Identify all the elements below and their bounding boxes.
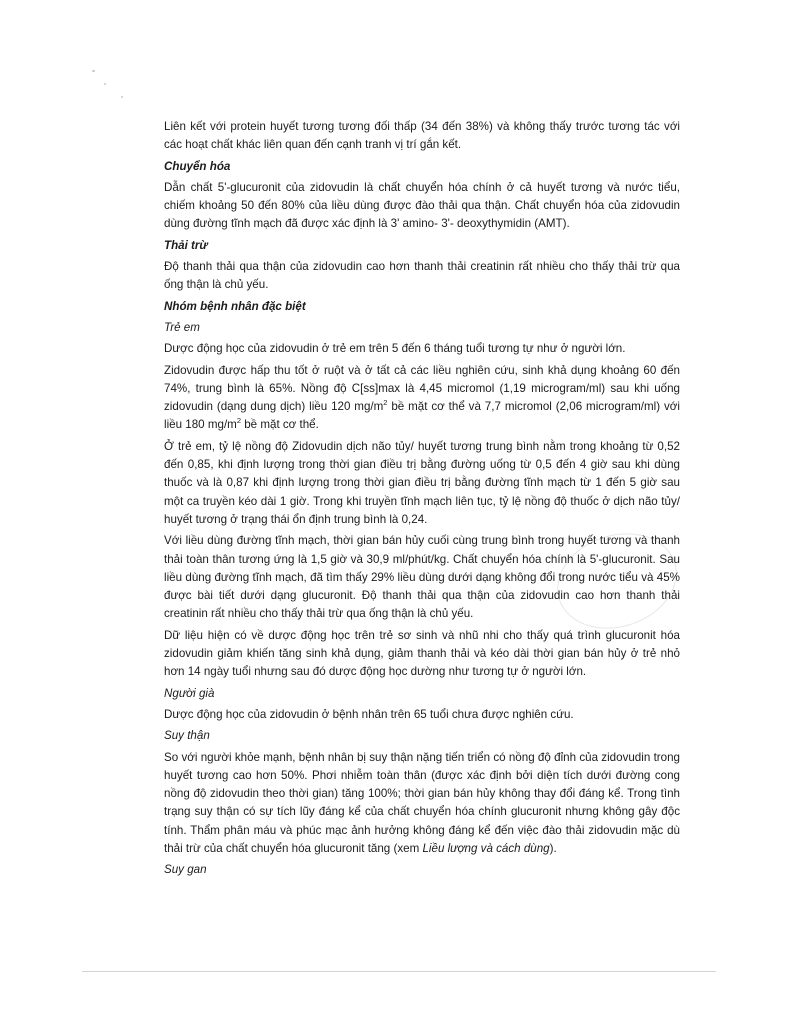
subheading-children: Trẻ em <box>164 320 200 334</box>
renal-text-2: ). <box>549 841 557 855</box>
children-paragraph-3: Ở trẻ em, tỷ lệ nồng độ Zidovudin dịch não tủy/ huyết tương trung bình nằm trong khoảng từ 0,52 đến 0,85, khi định lượng trong thời gian điều trị bằng đường uống từ 0,5 đến 4 giờ sau khi dùng thuốc và là 0,87 khi định lượng trong thời gian điều trị bằng đường tĩnh mạch từ 1 đến 5 giờ sau một ca truyền kéo dài 1 giờ. Trong khi truyền tĩnh mạch liên tục, tỷ lệ nồng độ thuốc ở dịch não tủy/ huyết tương ở trạng thái ổn định trung bình là 0,24. <box>164 439 680 526</box>
subheading-hepatic: Suy gan <box>164 863 207 877</box>
children-paragraph-4: Với liều dùng đường tĩnh mạch, thời gian bán hủy cuối cùng trung bình trong huyết tương và thanh thải toàn thân tương ứng là 1,5 giờ và 30,9 ml/phút/kg. Chất chuyển hóa chính là 5'-glucuronit. Sau liều dùng đường tĩnh mạch, đã tìm thấy 29% liều dùng dưới dạng không đổi trong nước tiểu và 45% được bài tiết dưới dạng glucuronit. Độ thanh thải qua thận của zidovudin cao hơn thanh thải creatinin rất nhiều cho thấy thải trừ qua ống thận là chủ yếu. <box>164 534 680 621</box>
scan-speck <box>104 83 106 85</box>
superscript: 2 <box>383 398 388 408</box>
renal-text-1: So với người khỏe mạnh, bệnh nhân bị suy thận nặng tiến triển có nồng độ đỉnh của zidovudin trong huyết tương cao hơn 50%. Phơi nhiễm toàn thân (được xác định bởi diện tích dưới đường cong nồng độ zidovudin theo thời gian) tăng 100%; thời gian bán hủy không thay đổi đáng kể. Trong tình trạng suy thận có sự tích lũy đáng kể của chất chuyển hóa chính glucuronit nhưng không gây độc tính. Thẩm phân máu và phúc mạc ảnh hưởng không đáng kể đến việc đào thải zidovudin mặc dù thải trừ của chất chuyển hóa glucuronit tăng (xem <box>164 750 680 855</box>
elderly-paragraph: Dược động học của zidovudin ở bệnh nhân trên 65 tuổi chưa được nghiên cứu. <box>164 707 574 721</box>
scan-speck <box>92 70 95 72</box>
section-heading-metabolism: Chuyển hóa <box>164 159 231 173</box>
children-paragraph-2 <box>164 362 680 435</box>
document-body <box>164 118 680 883</box>
children-paragraph-5: Dữ liệu hiện có về dược động học trên trẻ sơ sinh và nhũ nhi cho thấy quá trình glucuronit hóa zidovudin giảm khiến tăng sinh khả dụng, giảm thanh thải và kéo dài thời gian bán hủy ở trẻ nhỏ hơn 14 ngày tuổi nhưng sau đó dược động học dường như tương tự ở người lớn. <box>164 628 680 679</box>
metabolism-paragraph: Dẫn chất 5'-glucuronit của zidovudin là chất chuyển hóa chính ở cả huyết tương và nước tiểu, chiếm khoảng 50 đến 80% của liều dùng được đào thải qua thận. Chất chuyển hóa của zidovudin dùng đường tĩnh mạch đã được xác định là 3' amino- 3'- deoxythymidin (AMT). <box>164 180 680 231</box>
intro-paragraph: Liên kết với protein huyết tương tương đối thấp (34 đến 38%) và không thấy trước tương tác với các hoạt chất khác liên quan đến cạnh tranh vị trí gắn kết. <box>164 120 680 152</box>
children-p2-text-3: bề mặt cơ thể. <box>241 418 319 432</box>
children-p2-text-1: Zidovudin được hấp thu tốt ở ruột và ở tất cả các liều nghiên cứu, sinh khả dụng khoảng 60 đến 74%, trung bình là 65%. Nồng độ C[ss]max là 4,45 micromol (1,19 microgram/ml) sau khi uống zidovudin (dạng dung dịch) liều 120 mg/m <box>164 363 680 414</box>
renal-paragraph <box>164 749 680 859</box>
superscript: 2 <box>236 416 241 426</box>
subheading-renal: Suy thận <box>164 729 210 743</box>
elimination-paragraph: Độ thanh thải qua thận của zidovudin cao hơn thanh thải creatinin rất nhiều cho thấy thải trừ qua ống thận là chủ yếu. <box>164 260 680 292</box>
scan-speck <box>121 96 123 98</box>
dosage-reference: Liều lượng và cách dùng <box>422 841 550 855</box>
section-heading-special-groups: Nhóm bệnh nhân đặc biệt <box>164 299 306 313</box>
children-paragraph-1: Dược động học của zidovudin ở trẻ em trên 5 đến 6 tháng tuổi tương tự như ở người lớn. <box>164 342 626 356</box>
footer-divider <box>82 971 716 972</box>
children-p2-text-2: bề mặt cơ thể và 7,7 micromol (2,06 microgram/ml) với liều 180 mg/m <box>164 400 680 432</box>
subheading-elderly: Người già <box>164 686 215 700</box>
section-heading-elimination: Thải trừ <box>164 238 208 252</box>
